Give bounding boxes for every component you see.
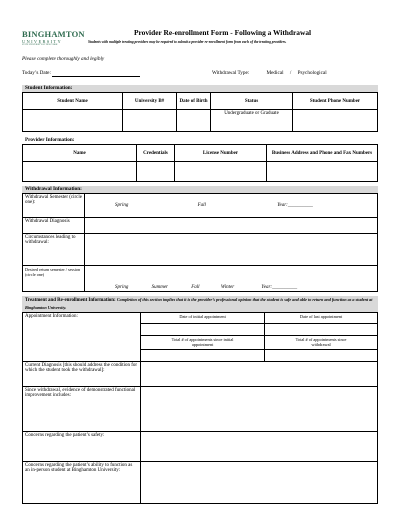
col-business-address: Business Address and Phone and Fax Numbers: [267, 145, 378, 162]
university-logo: [22, 29, 84, 46]
date-field[interactable]: [52, 70, 140, 77]
withdrawal-info-heading: Withdrawal Information:: [22, 186, 378, 193]
provider-name-field[interactable]: [23, 162, 137, 182]
appointment-label: Appointment Information:: [23, 313, 141, 362]
form-title: Provider Re-enrollment Form - Following a Withdrawal: [134, 28, 312, 37]
last-appointment-label: Date of last appointment: [265, 313, 378, 324]
instructions-text: Please complete thoroughly and legibly: [22, 56, 105, 62]
date-label: Today’s Date:: [22, 70, 51, 76]
col-credentials: Credentials: [137, 145, 175, 162]
student-info-table: [22, 92, 378, 132]
current-diagnosis-label: Current Diagnosis [this should address the condition for which the student took the withdrawal]:: [23, 362, 141, 387]
withdrawal-type-separator: /: [289, 70, 292, 76]
total-since-withdrawal-field[interactable]: [265, 350, 378, 362]
diagnosis-field[interactable]: [85, 218, 378, 234]
license-field[interactable]: [175, 162, 267, 182]
treatment-heading-note: Completion of this section implies that it is the provider’s professional opinion that the student is safe and able to return and function as a student at Binghamton University.: [25, 297, 373, 310]
return-winter[interactable]: Winter: [220, 285, 235, 290]
return-year[interactable]: Year:__________: [261, 285, 298, 290]
current-diagnosis-field[interactable]: [141, 362, 378, 387]
initial-appointment-label: Date of initial appointment: [141, 313, 265, 324]
total-since-initial-label: Total # of appointments since initial appointment: [141, 336, 265, 350]
ability-field[interactable]: [141, 462, 378, 504]
provider-info-table: [22, 144, 378, 182]
circumstances-label: Circumstances leading to withdrawal:: [23, 234, 85, 266]
evidence-label: Since withdrawal, evidence of demonstrated functional improvement includes:: [23, 387, 141, 432]
return-options[interactable]: [85, 266, 378, 292]
col-license: License Number: [175, 145, 267, 162]
treatment-heading: Treatment and Re-enrollment Information:: [25, 298, 116, 303]
form-subtitle: Students with multiple treating providers may be required to submit a provider re-enrollment form from each of the treating providers.: [88, 40, 287, 44]
total-since-initial-field[interactable]: [141, 350, 265, 362]
withdrawal-type-medical[interactable]: Medical: [266, 70, 284, 76]
logo-tagline: STATE UNIVERSITY OF NEW YORK: [22, 44, 58, 46]
ability-label: Concerns regarding the patient’s ability to function as an in-person student at Binghamton University:: [23, 462, 141, 504]
return-fall[interactable]: Fall: [191, 285, 200, 290]
treatment-heading-block: [22, 296, 378, 313]
total-since-withdrawal-label: Total # of appointments since withdrawal: [265, 336, 378, 350]
return-summer[interactable]: Summer: [151, 285, 168, 290]
col-b-number: University B#: [123, 93, 177, 110]
status-field[interactable]: Undergraduate or Graduate: [211, 110, 293, 132]
logo-university: UNIVERSITY: [22, 39, 62, 44]
semester-options[interactable]: [85, 194, 378, 218]
dob-field[interactable]: [177, 110, 211, 132]
semester-fall[interactable]: Fall: [197, 203, 206, 208]
b-number-field[interactable]: [123, 110, 177, 132]
circumstances-field[interactable]: [85, 234, 378, 266]
treatment-table: [22, 312, 378, 504]
diagnosis-label: Withdrawal Diagnosis: [23, 218, 85, 234]
col-status: Status: [211, 93, 293, 110]
date-row: [22, 70, 140, 77]
safety-field[interactable]: [141, 432, 378, 462]
evidence-field[interactable]: [141, 387, 378, 432]
semester-year[interactable]: Year:__________: [277, 203, 313, 208]
withdrawal-info-table: [22, 193, 378, 292]
col-phone: Student Phone Number: [293, 93, 378, 110]
student-name-field[interactable]: [23, 110, 123, 132]
return-label: Desired return semester / session (circle one): [23, 266, 85, 292]
safety-label: Concerns regarding the patient’s safety:: [23, 432, 141, 462]
credentials-field[interactable]: [137, 162, 175, 182]
last-appointment-field[interactable]: [265, 324, 378, 336]
phone-field[interactable]: [293, 110, 378, 132]
return-spring[interactable]: Spring: [115, 285, 129, 290]
col-dob: Date of Birth: [177, 93, 211, 110]
initial-appointment-field[interactable]: [141, 324, 265, 336]
provider-info-heading: Provider Information:: [22, 137, 378, 145]
withdrawal-type-label: Withdrawal Type:: [212, 70, 250, 76]
withdrawal-type-row: [212, 70, 327, 76]
col-student-name: Student Name: [23, 93, 123, 110]
withdrawal-type-psychological[interactable]: Psychological: [297, 70, 327, 76]
business-address-field[interactable]: [267, 162, 378, 182]
logo-name: BINGHAMTON: [22, 29, 85, 39]
semester-spring[interactable]: Spring: [115, 203, 129, 208]
col-provider-name: Name: [23, 145, 137, 162]
student-info-heading: Student Information:: [22, 85, 378, 92]
semester-label: Withdrawal Semester (circle one):: [23, 194, 85, 218]
